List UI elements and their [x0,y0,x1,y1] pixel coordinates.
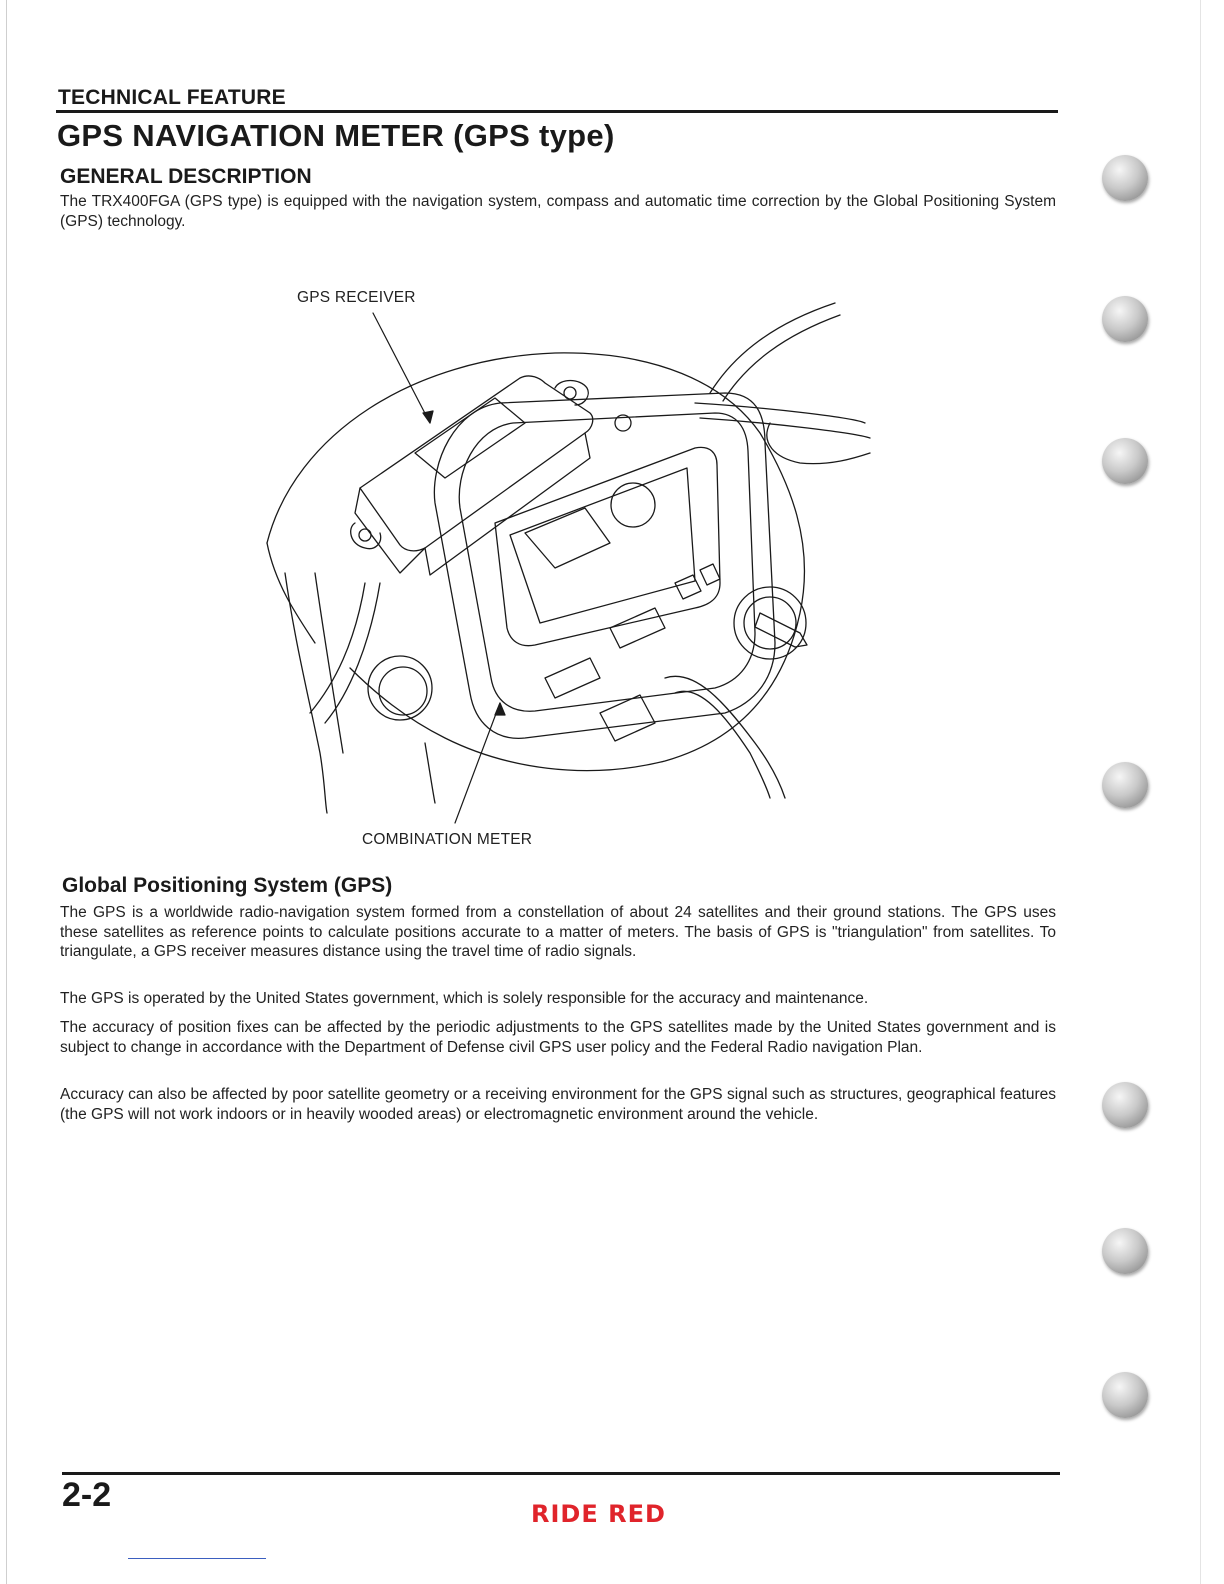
meter-button [675,575,701,599]
gps-paragraph: The accuracy of position fixes can be affected by the periodic adjustments to the GPS satellites made by the United States government and is subject to change in accordance with the Department of Defense civil GPS user policy and the Federal Radio navigation Plan. [60,1019,1056,1056]
binder-hole [1102,1228,1148,1274]
binder-hole [1102,762,1148,808]
gps-heading: Global Positioning System (GPS) [62,874,393,897]
binder-hole [1102,1372,1148,1418]
binder-hole [1102,438,1148,484]
combination-meter-housing [434,393,775,738]
intro-paragraph: The TRX400FGA (GPS type) is equipped with the navigation system, compass and automatic time correction by the Global Positioning System (GPS) technology. [60,193,1056,230]
gps-receiver [360,376,593,551]
gps-paragraph: Accuracy can also be affected by poor satellite geometry or a receiving environment for the GPS signal such as structures, geographical features (the GPS will not work indoors or in heavily wooded areas) or electromagnetic environment around the vehicle. [60,1086,1056,1123]
footer-link-underline [128,1558,266,1559]
binder-hole [1102,296,1148,342]
page-title: GPS NAVIGATION METER (GPS type) [57,118,615,153]
gps-meter-illustration [255,283,895,853]
binder-hole [1102,1082,1148,1128]
footer-rule [62,1472,1060,1475]
callout-gps-receiver: GPS RECEIVER [297,289,416,306]
page-edge [6,0,7,1584]
right-cable [710,303,835,393]
gps-paragraph: The GPS is a worldwide radio-navigation system formed from a constellation of about 24 satellites and their ground stations. The GPS uses these satellites as reference points to calculate positions accurate to a matter of meters. The basis of GPS is "triangulation" from satellites. To triangulate, a GPS receiver measures distance using the travel time of radio signals. [60,904,1056,960]
header-rule [56,110,1058,113]
lcd-display [495,447,720,645]
meter-button [700,564,720,585]
page-edge [1200,0,1201,1584]
binder-hole [1102,155,1148,201]
leader-line-receiver [373,313,430,423]
meter-button [610,608,665,648]
meter-button [545,658,600,698]
page-number: 2-2 [62,1476,112,1514]
ignition-switch [734,587,806,659]
footer-brand-logo: RIDE RED [531,1500,666,1528]
gps-paragraph: The GPS is operated by the United States government, which is solely responsible for the accuracy and maintenance. [60,990,869,1007]
callout-combination-meter: COMBINATION METER [362,831,533,848]
leader-line-meter [455,703,500,823]
handlebar-cover [267,353,804,771]
general-description-heading: GENERAL DESCRIPTION [60,165,312,188]
section-header: TECHNICAL FEATURE [58,86,286,109]
